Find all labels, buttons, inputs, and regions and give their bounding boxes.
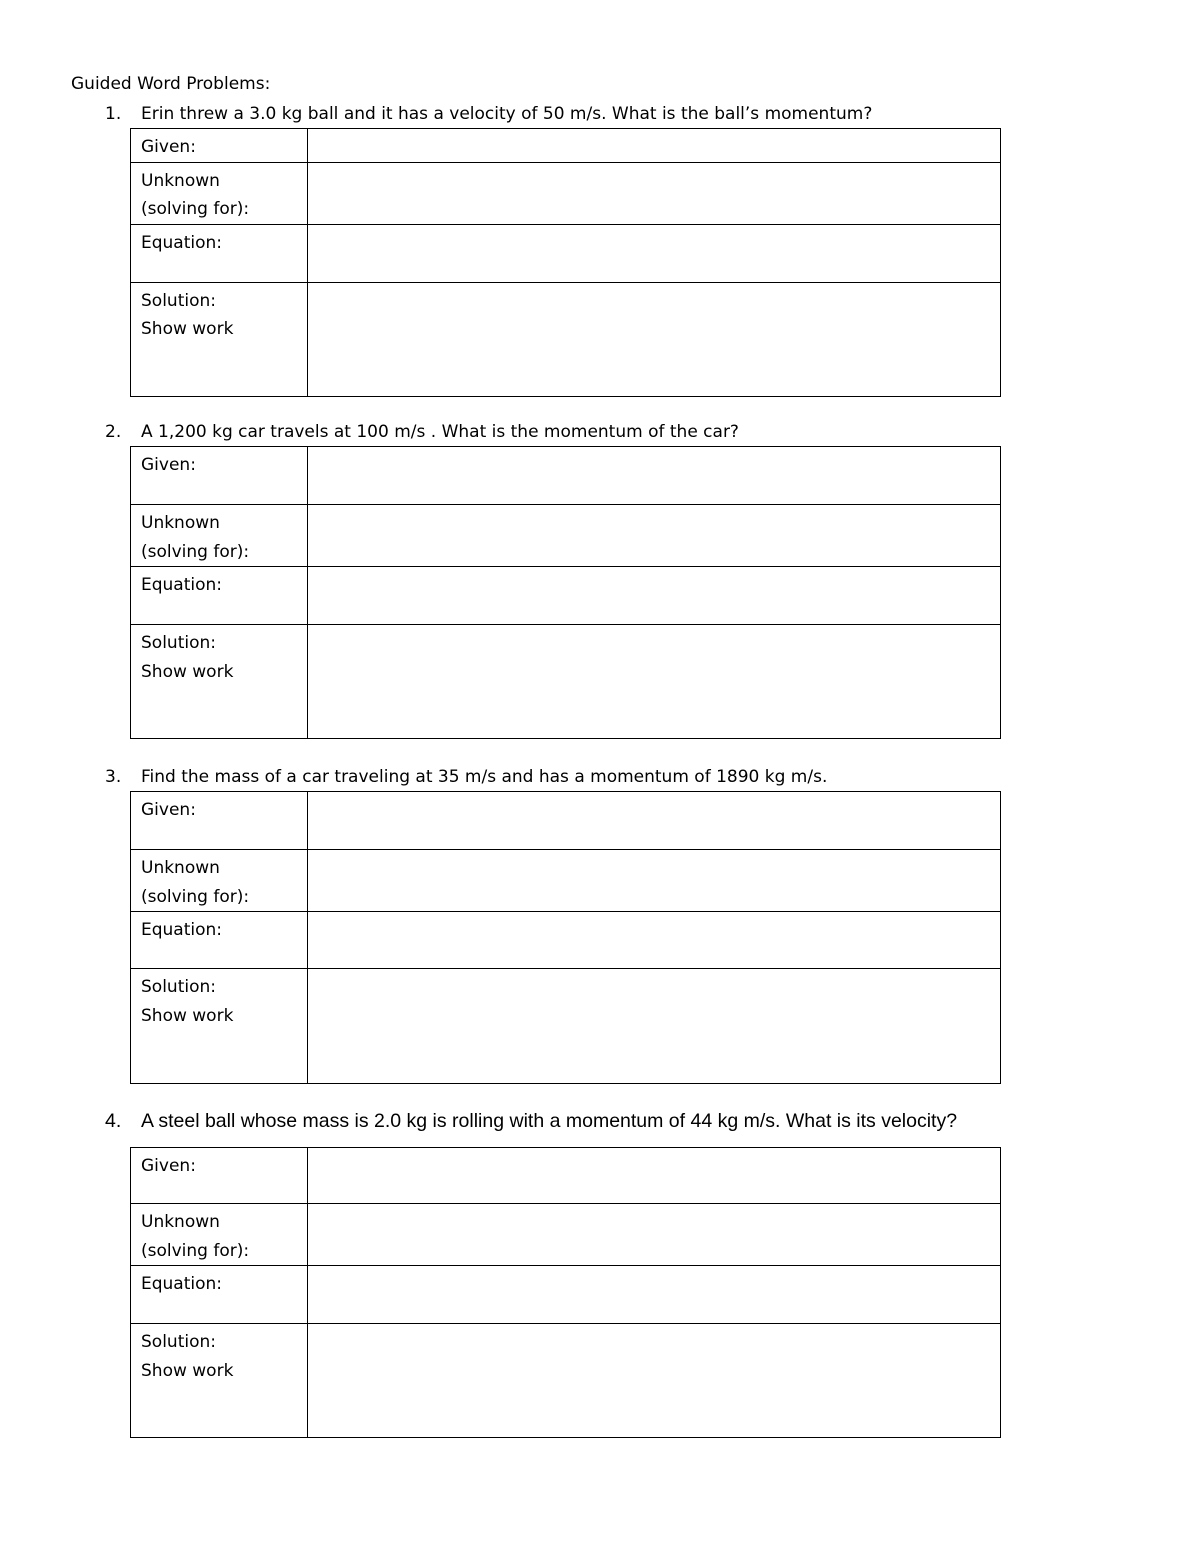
- unknown-label-cell: [131, 505, 308, 567]
- solution-label: Solution:: [141, 633, 216, 653]
- equation-answer-cell[interactable]: [308, 912, 1001, 969]
- solution-row: [131, 282, 1001, 396]
- problem-4-question: [105, 1110, 957, 1132]
- given-label: Given:: [141, 137, 196, 157]
- solution-label-cell: [131, 1324, 308, 1438]
- unknown-answer-cell[interactable]: [308, 505, 1001, 567]
- problem-4-table: [130, 1147, 1001, 1438]
- unknown-sublabel: (solving for):: [141, 541, 250, 562]
- unknown-answer-cell[interactable]: [308, 850, 1001, 912]
- given-answer-cell[interactable]: [308, 129, 1001, 163]
- given-answer-cell[interactable]: [308, 447, 1001, 505]
- solution-row: [131, 625, 1001, 739]
- equation-label: Equation:: [141, 232, 223, 253]
- page-title: Guided Word Problems:: [71, 74, 271, 94]
- problem-3-question: [105, 767, 827, 787]
- unknown-label-cell: [131, 850, 308, 912]
- given-answer-cell[interactable]: [308, 792, 1001, 850]
- unknown-label-cell: [131, 1204, 308, 1266]
- unknown-label: Unknown: [141, 858, 220, 878]
- equation-row: [131, 1266, 1001, 1324]
- problem-number: 4.: [105, 1110, 122, 1132]
- problem-2-table: [130, 446, 1001, 739]
- solution-label: Solution:: [141, 290, 216, 311]
- problem-number: 3.: [105, 767, 122, 787]
- given-answer-cell[interactable]: [308, 1148, 1001, 1204]
- problem-text: Find the mass of a car traveling at 35 m/s and has a momentum of 1890 kg m/s.: [141, 767, 828, 787]
- equation-row: [131, 567, 1001, 625]
- solution-row: [131, 1324, 1001, 1438]
- solution-answer-cell[interactable]: [308, 625, 1001, 739]
- solution-answer-cell[interactable]: [308, 1324, 1001, 1438]
- equation-label: Equation:: [141, 920, 223, 940]
- show-work-label: Show work: [141, 319, 234, 339]
- solution-label: Solution:: [141, 1332, 216, 1352]
- solution-label-cell: [131, 282, 308, 396]
- equation-label-cell: [131, 912, 308, 969]
- given-row: [131, 1148, 1001, 1204]
- unknown-sublabel: (solving for):: [141, 1240, 250, 1261]
- equation-row: [131, 224, 1001, 282]
- equation-label: Equation:: [141, 575, 223, 595]
- unknown-answer-cell[interactable]: [308, 1204, 1001, 1266]
- given-label: Given:: [141, 455, 196, 475]
- solution-label-cell: [131, 625, 308, 739]
- given-label-cell: [131, 447, 308, 505]
- given-label-cell: [131, 792, 308, 850]
- unknown-sublabel: (solving for):: [141, 886, 250, 907]
- unknown-label: Unknown: [141, 1212, 220, 1232]
- equation-answer-cell[interactable]: [308, 1266, 1001, 1324]
- given-row: [131, 792, 1001, 850]
- problem-number: 2.: [105, 422, 122, 442]
- given-row: [131, 129, 1001, 163]
- unknown-label: Unknown: [141, 513, 220, 533]
- equation-label-cell: [131, 224, 308, 282]
- equation-label: Equation:: [141, 1274, 223, 1294]
- equation-answer-cell[interactable]: [308, 567, 1001, 625]
- problem-number: 1.: [105, 104, 122, 124]
- problem-2-question: [105, 422, 739, 442]
- problem-1-table: [130, 128, 1001, 397]
- given-label: Given:: [141, 1156, 196, 1176]
- unknown-label: Unknown: [141, 170, 220, 191]
- show-work-label: Show work: [141, 1005, 234, 1026]
- given-label: Given:: [141, 800, 196, 820]
- problem-text: Erin threw a 3.0 kg ball and it has a velocity of 50 m/s. What is the ball’s momentum?: [141, 104, 873, 124]
- solution-row: [131, 969, 1001, 1084]
- unknown-row: [131, 505, 1001, 567]
- unknown-sublabel: (solving for):: [141, 199, 250, 219]
- equation-label-cell: [131, 567, 308, 625]
- solution-label: Solution:: [141, 977, 216, 997]
- unknown-answer-cell[interactable]: [308, 162, 1001, 224]
- given-label-cell: [131, 129, 308, 163]
- unknown-row: [131, 1204, 1001, 1266]
- solution-answer-cell[interactable]: [308, 282, 1001, 396]
- problem-1-question: [105, 104, 872, 124]
- problem-text: A 1,200 kg car travels at 100 m/s . What is the momentum of the car?: [141, 422, 739, 442]
- given-label-cell: [131, 1148, 308, 1204]
- problem-text: A steel ball whose mass is 2.0 kg is rolling with a momentum of 44 kg m/s. What is its velocity?: [141, 1110, 958, 1132]
- equation-answer-cell[interactable]: [308, 224, 1001, 282]
- unknown-label-cell: [131, 162, 308, 224]
- equation-label-cell: [131, 1266, 308, 1324]
- show-work-label: Show work: [141, 661, 234, 682]
- problem-3-table: [130, 791, 1001, 1084]
- given-row: [131, 447, 1001, 505]
- show-work-label: Show work: [141, 1360, 234, 1381]
- solution-label-cell: [131, 969, 308, 1084]
- equation-row: [131, 912, 1001, 969]
- unknown-row: [131, 162, 1001, 224]
- unknown-row: [131, 850, 1001, 912]
- solution-answer-cell[interactable]: [308, 969, 1001, 1084]
